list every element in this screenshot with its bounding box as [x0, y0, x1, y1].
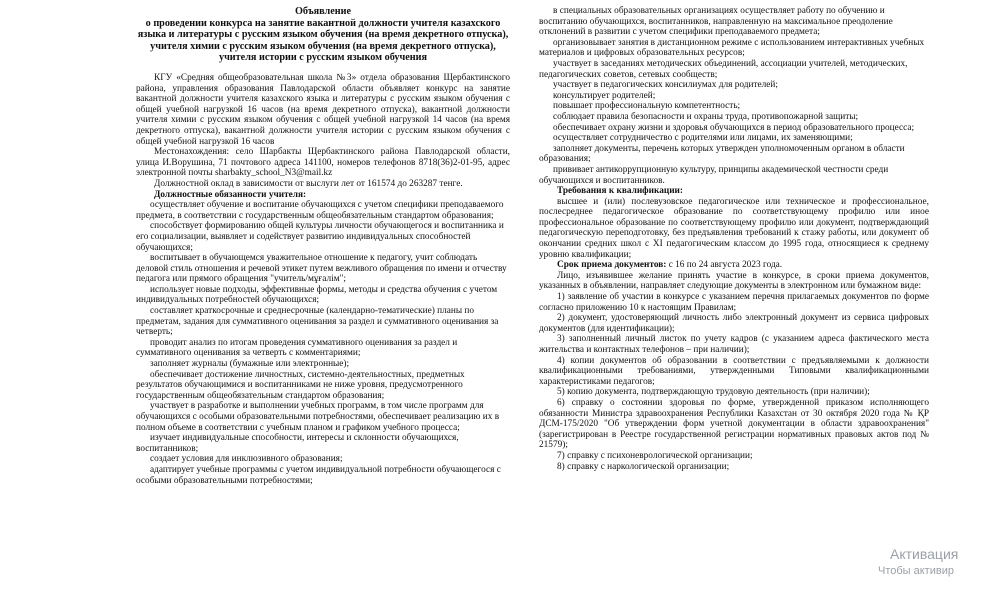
duty-item: создает условия для инклюзивного образования; [150, 454, 343, 465]
duty-item: осуществляет обучение и воспитание обучающихся с учетом специфики преподаваемого предмета, в соответствии с государственным общеобязательным стандартом образования; [136, 200, 504, 221]
duties-heading: Должностные обязанности учителя: [154, 189, 307, 200]
duty-item: участвует в заседаниях методических объединений, ассоциации учителей, методических, педагогических советов, сетевых сообществ; [539, 58, 908, 80]
duty-item: адаптирует учебные программы с учетом индивидуальной потребности обучающегося с особыми образовательными потребностями; [136, 464, 501, 486]
salary-paragraph: Должностной оклад в зависимости от выслуги лет от 161574 до 263287 тенге. [154, 178, 463, 189]
duty-item: в специальных образовательных организациях осуществляет работу по обучению и воспитанию обучающихся, воспитанников, направленную на максимальное преодоление отклонений в развитии с учетом специфики преподаваемого предмета; [539, 6, 893, 38]
left-column [136, 6, 510, 486]
intro-paragraph: КГУ «Средняя общеобразовательная школа №3» отдела образования Щербактинского района, управления образования Павлодарской области объявляет конкурс на занятие вакантной должности учителя казахского языка и литературы с русским языком обучения с общей учебной нагрузкой 16 часов (на время декретного отпуска), вакантной должности учителя химии с русским языком обучения с общей учебной нагрузкой 14 часов (на время декретного отпуска), вакантной должности учителя истории с русским языком обучения с общей учебной нагрузкой 16 часов [136, 73, 510, 147]
title-line: о проведении конкурса на занятие вакантной должности учителя казахского [145, 18, 501, 30]
duty-item: организовывает занятия в дистанционном режиме с использованием интерактивных учебных материалов и цифровых образовательных ресурсов; [539, 37, 925, 59]
duty-item: консультирует родителей; [553, 90, 656, 101]
deadline-value: с 16 по 24 августа 2023 года. [666, 260, 783, 271]
duty-item: осуществляет сотрудничество с родителями или лицами, их заменяющими; [553, 133, 853, 144]
duty-item: воспитывает в обучающемся уважительное отношение к педагогу, учит соблюдать деловой стиль отношения и речевой этикет путем вежливого обращения по имени и отчеству педагога или прямого обращения "учитель/мұғалім"; [136, 253, 507, 285]
activation-watermark [854, 545, 1004, 579]
duty-item: участвует в педагогических консилиумах для родителей; [553, 80, 778, 91]
deadline-label: Срок приема документов: [557, 260, 667, 271]
duty-item: повышает профессиональную компетентность; [553, 101, 741, 112]
duty-item: изучает индивидуальные способности, интересы и склонности обучающихся, воспитанников; [136, 433, 459, 454]
duty-item: обеспечивает охрану жизни и здоровья обучающихся в период образовательного процесса; [553, 122, 915, 133]
requirements-paragraph: высшее и (или) послевузовское педагогическое или техническое и профессиональное, послесреднее педагогическое образование по соответствующему профилю или иное профессиональное образование по соответствующему профилю или документ, подтверждающий педагогическую переподготовку, без предъявления требований к стажу работы, или документ об окончании средних школ с XI педагогическим классом до 1995 года, относящиеся к среднему уровню квалификации; [539, 196, 929, 260]
right-column [539, 6, 929, 472]
deadline-paragraph [539, 260, 929, 271]
documents-intro: Лицо, изъявившее желание принять участие в конкурсе, в сроки приема документов, указанных в объявлении, направляет следующие документы в электронном или бумажном виде: [539, 270, 929, 292]
document-item: 7) справку с психоневрологической организации; [557, 450, 753, 461]
duty-item: участвует в разработке и выполнении учебных программ, в том числе программ для обучающихся с особыми образовательными потребностями, обеспечивает реализацию их в полном объеме в соответствии с учебным планом и графиком учебного процесса; [136, 401, 500, 433]
document-item: 4) копии документов об образовании в соответствии с предъявляемыми к должности квалификационными требованиями, утвержденными Типовыми квалификационными характеристиками педагогов; [539, 355, 929, 387]
duty-item: прививает антикоррупционную культуру, принципы академической честности среди обучающихся и воспитанников. [539, 164, 889, 186]
document-item: 1) заявление об участии в конкурсе с указанием перечня прилагаемых документов по форме согласно приложению 10 к настоящим Правилам; [539, 292, 929, 313]
document-item: 2) документ, удостоверяющий личность либо электронный документ из сервиса цифровых документов (для идентификации); [539, 313, 929, 334]
duty-item: заполняет журналы (бумажные или электронные); [150, 359, 350, 370]
document-item: 3) заполненный личный листок по учету кадров (с указанием адреса фактического места жительства и контактных телефонов – при наличии); [539, 334, 929, 355]
requirements-heading: Требования к квалификации: [557, 186, 684, 197]
watermark-line-1: Активация [890, 546, 959, 562]
title-line: учителя химии с русским языком обучения (на время декретного отпуска), [150, 40, 496, 52]
title-line: языка и литературы с русским языком обучения (на время декретного отпуска), [137, 29, 509, 41]
title-line: учителя истории с русским языком обучения [218, 51, 428, 63]
duty-item: способствует формированию общей культуры личности обучающегося и воспитанника и его социализации, выявляет и содействует развитию индивидуальных способностей обучающихся; [136, 221, 504, 253]
duty-item: обеспечивает достижение личностных, системно-деятельностных, предметных результатов обучающимися и воспитанниками не ниже уровня, предусмотренного государственным общеобязательным стандартом образования; [136, 369, 465, 401]
watermark-line-2: Чтобы активир [878, 565, 954, 577]
document-item: 5) копию документа, подтверждающую трудовую деятельность (при наличии); [557, 387, 870, 398]
duty-item: использует новые подходы, эффективные формы, методы и средства обучения с учетом индивидуальных потребностей обучающихся; [136, 284, 498, 306]
document-item: 6) справку о состоянии здоровья по форме, утвержденной приказом исполняющего обязанности Министра здравоохранения Республики Казахстан от 30 октября 2020 года № ҚР ДСМ-175/2020 "Об утверждении форм учетной документации в области здравоохранения" (зарегистрирован в Реестре государственной регистрации нормативных правовых актов под № 21579); [539, 397, 929, 451]
duty-item: соблюдает правила безопасности и охраны труда, противопожарной защиты; [553, 111, 859, 122]
spacer [136, 63, 510, 73]
document-item: 8) справку с наркологической организации; [557, 461, 730, 472]
duty-item: заполняет документы, перечень которых утвержден уполномоченным органом в области образования; [539, 143, 905, 165]
announcement-title: Объявление [294, 6, 352, 17]
location-paragraph: Местонахождения: село Шарбакты Щербактинского района Павлодарской области, улица И.Ворушина, 71 почтового адреса 141100, номеров телефонов 8718(36)2-01-95, адрес электронной почты sharbakty_school_N3@mail.kz [136, 147, 510, 179]
duty-item: составляет краткосрочные и среднесрочные (календарно-тематические) планы по предметам, задания для суммативного оценивания за раздел и суммативного оценивания за четверть; [136, 306, 499, 338]
duty-item: проводит анализ по итогам проведения суммативного оценивания за раздел и суммативного оценивания за четверть с комментариями; [136, 337, 458, 359]
